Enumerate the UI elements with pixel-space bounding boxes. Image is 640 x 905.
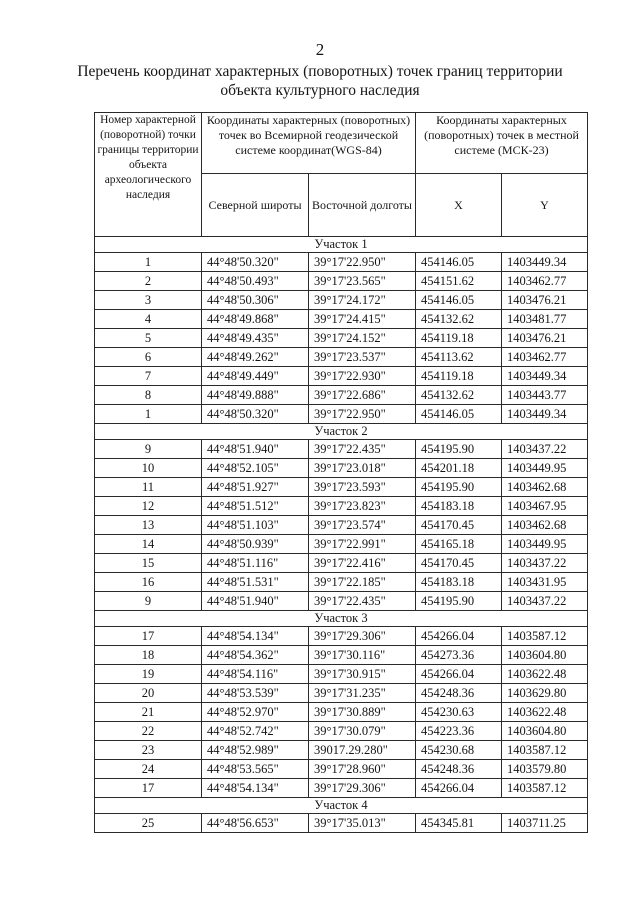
x-coordinate-cell: 454146.05 xyxy=(416,291,502,310)
y-coordinate-cell: 1403587.12 xyxy=(502,627,588,646)
longitude-cell: 39°17'22.991" xyxy=(309,535,416,554)
x-coordinate-cell: 454266.04 xyxy=(416,627,502,646)
y-coordinate-cell: 1403462.68 xyxy=(502,516,588,535)
section-title: Участок 4 xyxy=(95,798,588,814)
latitude-cell: 44°48'49.888" xyxy=(202,386,309,405)
table-row xyxy=(95,272,588,291)
latitude-cell: 44°48'54.134" xyxy=(202,627,309,646)
section-row xyxy=(95,798,588,814)
table-row xyxy=(95,627,588,646)
latitude-cell: 44°48'54.116" xyxy=(202,665,309,684)
y-coordinate-cell: 1403449.95 xyxy=(502,535,588,554)
latitude-cell: 44°48'51.512" xyxy=(202,497,309,516)
y-coordinate-cell: 1403629.80 xyxy=(502,684,588,703)
point-number-cell: 16 xyxy=(95,573,202,592)
x-coordinate-cell: 454195.90 xyxy=(416,440,502,459)
table-row xyxy=(95,405,588,424)
section-title: Участок 1 xyxy=(95,237,588,253)
section-row xyxy=(95,237,588,253)
longitude-cell: 39°17'35.013" xyxy=(309,814,416,833)
point-number-cell: 9 xyxy=(95,440,202,459)
latitude-cell: 44°48'53.565" xyxy=(202,760,309,779)
header-msk23-group: Координаты характерных (поворотных) точек в местной системе (МСК-23) xyxy=(416,113,588,174)
latitude-cell: 44°48'51.940" xyxy=(202,592,309,611)
point-number-cell: 6 xyxy=(95,348,202,367)
latitude-cell: 44°48'50.493" xyxy=(202,272,309,291)
longitude-cell: 39°17'23.574" xyxy=(309,516,416,535)
x-coordinate-cell: 454230.63 xyxy=(416,703,502,722)
x-coordinate-cell: 454266.04 xyxy=(416,665,502,684)
x-coordinate-cell: 454119.18 xyxy=(416,329,502,348)
y-coordinate-cell: 1403476.21 xyxy=(502,291,588,310)
latitude-cell: 44°48'49.435" xyxy=(202,329,309,348)
longitude-cell: 39°17'24.172" xyxy=(309,291,416,310)
latitude-cell: 44°48'49.262" xyxy=(202,348,309,367)
y-coordinate-cell: 1403604.80 xyxy=(502,646,588,665)
longitude-cell: 39°17'22.930" xyxy=(309,367,416,386)
y-coordinate-cell: 1403711.25 xyxy=(502,814,588,833)
header-x: X xyxy=(416,174,502,237)
x-coordinate-cell: 454146.05 xyxy=(416,253,502,272)
point-number-cell: 18 xyxy=(95,646,202,665)
y-coordinate-cell: 1403437.22 xyxy=(502,440,588,459)
point-number-cell: 7 xyxy=(95,367,202,386)
y-coordinate-cell: 1403443.77 xyxy=(502,386,588,405)
y-coordinate-cell: 1403622.48 xyxy=(502,665,588,684)
point-number-cell: 4 xyxy=(95,310,202,329)
latitude-cell: 44°48'50.320" xyxy=(202,253,309,272)
x-coordinate-cell: 454170.45 xyxy=(416,516,502,535)
point-number-cell: 11 xyxy=(95,478,202,497)
header-wgs84-group: Координаты характерных (поворотных) точек во Всемирной геодезической системе координат(WGS-84) xyxy=(202,113,416,174)
table-row xyxy=(95,554,588,573)
point-number-cell: 17 xyxy=(95,627,202,646)
coordinates-table xyxy=(94,112,588,833)
section-title: Участок 2 xyxy=(95,424,588,440)
header-y: Y xyxy=(502,174,588,237)
x-coordinate-cell: 454183.18 xyxy=(416,497,502,516)
longitude-cell: 39°17'23.537" xyxy=(309,348,416,367)
x-coordinate-cell: 454113.62 xyxy=(416,348,502,367)
point-number-cell: 17 xyxy=(95,779,202,798)
latitude-cell: 44°48'53.539" xyxy=(202,684,309,703)
latitude-cell: 44°48'54.134" xyxy=(202,779,309,798)
table-row xyxy=(95,253,588,272)
x-coordinate-cell: 454170.45 xyxy=(416,554,502,573)
longitude-cell: 39°17'23.823" xyxy=(309,497,416,516)
document-title xyxy=(60,62,580,100)
point-number-cell: 14 xyxy=(95,535,202,554)
table-body xyxy=(95,237,588,833)
table-row xyxy=(95,535,588,554)
latitude-cell: 44°48'51.103" xyxy=(202,516,309,535)
x-coordinate-cell: 454119.18 xyxy=(416,367,502,386)
point-number-cell: 1 xyxy=(95,253,202,272)
x-coordinate-cell: 454345.81 xyxy=(416,814,502,833)
table-row xyxy=(95,516,588,535)
y-coordinate-cell: 1403449.95 xyxy=(502,459,588,478)
latitude-cell: 44°48'52.742" xyxy=(202,722,309,741)
y-coordinate-cell: 1403587.12 xyxy=(502,779,588,798)
latitude-cell: 44°48'51.531" xyxy=(202,573,309,592)
header-latitude: Северной широты xyxy=(202,174,309,237)
point-number-cell: 19 xyxy=(95,665,202,684)
longitude-cell: 39°17'30.889" xyxy=(309,703,416,722)
longitude-cell: 39°17'24.415" xyxy=(309,310,416,329)
x-coordinate-cell: 454165.18 xyxy=(416,535,502,554)
point-number-cell: 25 xyxy=(95,814,202,833)
table-row xyxy=(95,348,588,367)
x-coordinate-cell: 454132.62 xyxy=(416,386,502,405)
page-number: 2 xyxy=(315,40,325,59)
longitude-cell: 39°17'23.018" xyxy=(309,459,416,478)
y-coordinate-cell: 1403449.34 xyxy=(502,405,588,424)
latitude-cell: 44°48'51.940" xyxy=(202,440,309,459)
table-row xyxy=(95,703,588,722)
point-number-cell: 5 xyxy=(95,329,202,348)
y-coordinate-cell: 1403476.21 xyxy=(502,329,588,348)
latitude-cell: 44°48'50.939" xyxy=(202,535,309,554)
longitude-cell: 39°17'24.152" xyxy=(309,329,416,348)
y-coordinate-cell: 1403604.80 xyxy=(502,722,588,741)
longitude-cell: 39°17'22.435" xyxy=(309,592,416,611)
y-coordinate-cell: 1403449.34 xyxy=(502,253,588,272)
point-number-cell: 15 xyxy=(95,554,202,573)
y-coordinate-cell: 1403431.95 xyxy=(502,573,588,592)
section-row xyxy=(95,611,588,627)
point-number-cell: 8 xyxy=(95,386,202,405)
y-coordinate-cell: 1403587.12 xyxy=(502,741,588,760)
latitude-cell: 44°48'49.868" xyxy=(202,310,309,329)
point-number-cell: 21 xyxy=(95,703,202,722)
latitude-cell: 44°48'56.653" xyxy=(202,814,309,833)
longitude-cell: 39°17'30.116" xyxy=(309,646,416,665)
table-row xyxy=(95,814,588,833)
table-row xyxy=(95,310,588,329)
point-number-cell: 3 xyxy=(95,291,202,310)
x-coordinate-cell: 454151.62 xyxy=(416,272,502,291)
latitude-cell: 44°48'50.306" xyxy=(202,291,309,310)
x-coordinate-cell: 454230.68 xyxy=(416,741,502,760)
table-row xyxy=(95,573,588,592)
table-row xyxy=(95,386,588,405)
longitude-cell: 39°17'22.950" xyxy=(309,253,416,272)
latitude-cell: 44°48'50.320" xyxy=(202,405,309,424)
table-row xyxy=(95,440,588,459)
longitude-cell: 39°17'22.185" xyxy=(309,573,416,592)
y-coordinate-cell: 1403437.22 xyxy=(502,592,588,611)
x-coordinate-cell: 454248.36 xyxy=(416,760,502,779)
table-row xyxy=(95,291,588,310)
longitude-cell: 39°17'22.435" xyxy=(309,440,416,459)
latitude-cell: 44°48'49.449" xyxy=(202,367,309,386)
longitude-cell: 39°17'22.686" xyxy=(309,386,416,405)
longitude-cell: 39°17'30.079" xyxy=(309,722,416,741)
longitude-cell: 39°17'22.950" xyxy=(309,405,416,424)
y-coordinate-cell: 1403579.80 xyxy=(502,760,588,779)
latitude-cell: 44°48'51.116" xyxy=(202,554,309,573)
point-number-cell: 12 xyxy=(95,497,202,516)
x-coordinate-cell: 454273.36 xyxy=(416,646,502,665)
point-number-cell: 23 xyxy=(95,741,202,760)
point-number-cell: 22 xyxy=(95,722,202,741)
table-header xyxy=(95,113,588,237)
longitude-cell: 39°17'30.915" xyxy=(309,665,416,684)
latitude-cell: 44°48'54.362" xyxy=(202,646,309,665)
longitude-cell: 39°17'28.960" xyxy=(309,760,416,779)
table-row xyxy=(95,722,588,741)
x-coordinate-cell: 454195.90 xyxy=(416,592,502,611)
y-coordinate-cell: 1403449.34 xyxy=(502,367,588,386)
x-coordinate-cell: 454223.36 xyxy=(416,722,502,741)
longitude-cell: 39°17'31.235" xyxy=(309,684,416,703)
table-row xyxy=(95,592,588,611)
longitude-cell: 39°17'23.593" xyxy=(309,478,416,497)
x-coordinate-cell: 454266.04 xyxy=(416,779,502,798)
x-coordinate-cell: 454146.05 xyxy=(416,405,502,424)
y-coordinate-cell: 1403462.77 xyxy=(502,272,588,291)
latitude-cell: 44°48'51.927" xyxy=(202,478,309,497)
section-row xyxy=(95,424,588,440)
header-point-number: Номер характерной (поворотной) точки границы территории объекта археологического наследия xyxy=(95,113,202,237)
point-number-cell: 24 xyxy=(95,760,202,779)
y-coordinate-cell: 1403462.68 xyxy=(502,478,588,497)
table-row xyxy=(95,779,588,798)
table-row xyxy=(95,646,588,665)
y-coordinate-cell: 1403622.48 xyxy=(502,703,588,722)
x-coordinate-cell: 454183.18 xyxy=(416,573,502,592)
x-coordinate-cell: 454132.62 xyxy=(416,310,502,329)
y-coordinate-cell: 1403481.77 xyxy=(502,310,588,329)
point-number-cell: 1 xyxy=(95,405,202,424)
title-line-2: объекта культурного наследия xyxy=(220,82,420,99)
point-number-cell: 2 xyxy=(95,272,202,291)
table-row xyxy=(95,478,588,497)
longitude-cell: 39°17'29.306" xyxy=(309,779,416,798)
point-number-cell: 10 xyxy=(95,459,202,478)
point-number-cell: 13 xyxy=(95,516,202,535)
x-coordinate-cell: 454201.18 xyxy=(416,459,502,478)
table-row xyxy=(95,684,588,703)
table-row xyxy=(95,741,588,760)
longitude-cell: 39°17'29.306" xyxy=(309,627,416,646)
longitude-cell: 39°17'22.416" xyxy=(309,554,416,573)
section-title: Участок 3 xyxy=(95,611,588,627)
latitude-cell: 44°48'52.105" xyxy=(202,459,309,478)
header-longitude: Восточной долготы xyxy=(309,174,416,237)
latitude-cell: 44°48'52.989" xyxy=(202,741,309,760)
table-row xyxy=(95,665,588,684)
y-coordinate-cell: 1403467.95 xyxy=(502,497,588,516)
table-row xyxy=(95,329,588,348)
table-row xyxy=(95,497,588,516)
table-row xyxy=(95,760,588,779)
point-number-cell: 9 xyxy=(95,592,202,611)
table-row xyxy=(95,367,588,386)
point-number-cell: 20 xyxy=(95,684,202,703)
latitude-cell: 44°48'52.970" xyxy=(202,703,309,722)
x-coordinate-cell: 454248.36 xyxy=(416,684,502,703)
y-coordinate-cell: 1403462.77 xyxy=(502,348,588,367)
title-line-1: Перечень координат характерных (поворотных) точек границ территории xyxy=(77,63,563,80)
table-row xyxy=(95,459,588,478)
longitude-cell: 39017.29.280" xyxy=(309,741,416,760)
longitude-cell: 39°17'23.565" xyxy=(309,272,416,291)
y-coordinate-cell: 1403437.22 xyxy=(502,554,588,573)
x-coordinate-cell: 454195.90 xyxy=(416,478,502,497)
